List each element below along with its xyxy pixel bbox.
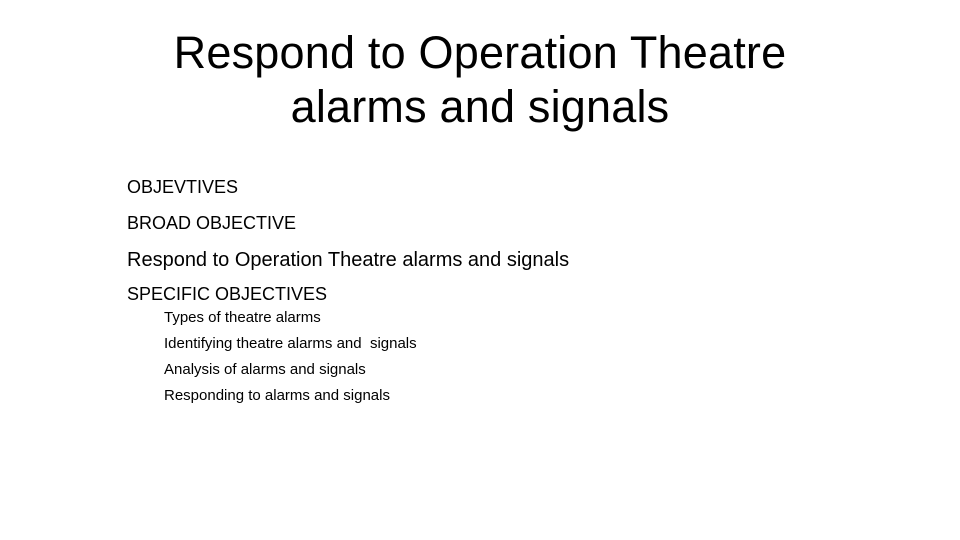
slide-title [80, 26, 880, 134]
bullet-broad-objective: BROAD OBJECTIVE [127, 213, 297, 233]
sub-bullet-types: Types of theatre alarms [164, 309, 321, 326]
bullet-objectives: OBJEVTIVES [127, 177, 239, 197]
bullet-specific-objectives: SPECIFIC OBJECTIVES [127, 284, 328, 304]
sub-bullet-analysis: Analysis of alarms and signals [164, 361, 366, 378]
sub-bullet-responding: Responding to alarms and signals [164, 387, 390, 404]
slide-title-line-2: alarms and signals [290, 81, 670, 132]
bullet-broad-objective-text: Respond to Operation Theatre alarms and signals [127, 249, 570, 271]
slide-title-line-1: Respond to Operation Theatre [173, 27, 787, 78]
sub-bullet-identifying: Identifying theatre alarms and signals [164, 335, 417, 352]
slide-body [127, 176, 847, 413]
